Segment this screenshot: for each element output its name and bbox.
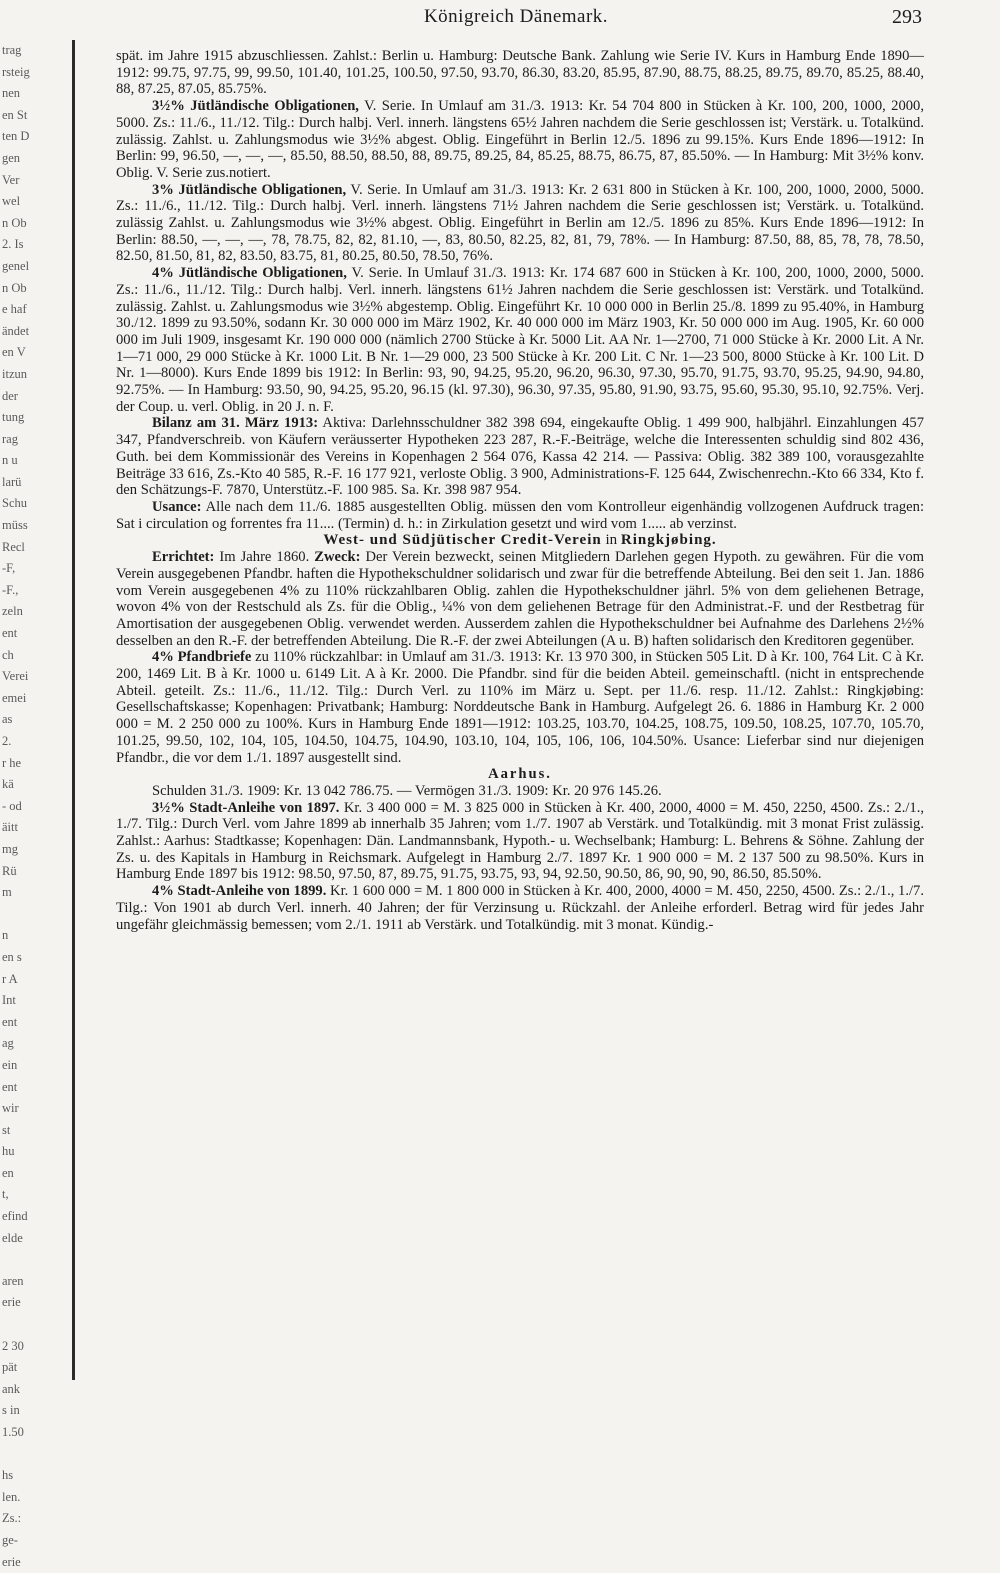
margin-fragment: as bbox=[2, 712, 13, 727]
margin-fragment: tung bbox=[2, 410, 25, 425]
margin-fragment: en bbox=[2, 1165, 14, 1180]
margin-fragment bbox=[0, 1314, 72, 1336]
margin-fragment: emei bbox=[2, 690, 27, 705]
margin-fragment: Rü bbox=[2, 863, 17, 878]
margin-fragment: -F, bbox=[2, 561, 16, 576]
entry-text: Kr. 1 600 000 = M. 1 800 000 in Stücken à Kr. 400, 2000, 4000 = M. 450, 2250, 4500. Zs.: 2./1., 1./7. Tilg.: Von 1901 ab durch Verl. innerh. 40 Jahren; der für Verzinsung u. Rückzahl. der Anleihe erforderl. Betrag wird für jedes Jahr ungefähr gleichmässig bemessen; vom 2./1. 1911 ab Verstärk. und Totalkündig. mit 3 monat. Kündig.- bbox=[116, 883, 925, 933]
margin-fragment: aren bbox=[2, 1273, 24, 1288]
running-title: Königreich Dänemark. bbox=[423, 6, 609, 27]
jutland-bond-3-5-entry bbox=[116, 98, 924, 182]
margin-fragment: larü bbox=[2, 474, 22, 489]
margin-fragment: Zs.: bbox=[2, 1511, 22, 1526]
margin-fragment: gen bbox=[2, 150, 21, 165]
margin-fragment: hs bbox=[2, 1468, 14, 1483]
aarhus-loan-1899-entry bbox=[116, 883, 924, 933]
margin-fragment: elde bbox=[2, 1230, 23, 1245]
margin-fragment: - od bbox=[2, 798, 22, 813]
entry-title: Zweck: bbox=[314, 549, 361, 566]
margin-fragment: en St bbox=[2, 107, 28, 122]
margin-fragment: n u bbox=[2, 453, 18, 468]
margin-fragment: nen bbox=[2, 86, 21, 101]
margin-fragment: 2. bbox=[2, 734, 12, 748]
margin-fragment: e haf bbox=[2, 302, 27, 317]
margin-fragment: erie bbox=[2, 1554, 21, 1569]
entry-text: V. Serie. In Umlauf am 31./3. 1913: Kr. 54 704 800 in Stücken à Kr. 100, 200, 1000, 2000, 5000. Zs.: 11./6., 11./12. Tilg.: Durch halbj. Verl. innerh. längstens 65½ Jahren nachdem die Serie geschlossen ist; Verstärk. u. Totalkünd. zulässig. Zahlst. u. Zahlungsmodus wie 3½% abgest. Oblig. Eingeführt in Berlin 12./5. 1896 zu 99.15%. Kurs Ende 1896—1912: In Berlin: 99, 96.50, —, —, —, 85.50, 88.50, 88.50, 88, 89.75, 89.25, 84, 85.25, 88.75, 86.75, 87, 85.50%. — In Hamburg: Mit 3½% konv. Oblig. V. Serie zus.notiert. bbox=[116, 98, 924, 181]
heading-in: in bbox=[605, 532, 618, 549]
entry-text: Alle nach dem 11./6. 1885 ausgestellten Oblig. müssen den vom Kontrolleur eigenhändig vollzogenen Aufdruck tragen: Sat i circulation og forrentes fra 11.... (Termin) d. h.: in Zirkulation gesetzt und wird vom 1..... ab verzinst. bbox=[116, 498, 924, 532]
margin-fragment: ag bbox=[2, 1036, 14, 1051]
margin-fragment: rsteig bbox=[2, 64, 30, 79]
entry-title: 4% Jütländische Obligationen, bbox=[152, 265, 347, 282]
entry-text: Aktiva: Darlehnsschuldner 382 398 694, eingekaufte Oblig. 1 499 900, halbjährl. Einzahlungen 457 347, Pfandverschreib. von Käufern veräusserter Hypotheken 223 287, R.-F.-Beiträge, welche die Interessenten schuldig sind 802 436, Guth. bei dem Kommissionär des Vereins in Kopenhagen 2 564 076, Kassa 42 214. — Passiva: Oblig. 382 389 100, vorausgezahlte Beiträge 33 616, Zs.-Kto 40 585, R.-F. 16 177 921, verloste Oblig. 3 900, Administrations-F. 125 644, Zwischenrechn.-Kto 66 334, Kto f. den Schätzungs-F. 7870, Unterstütz.-F. 100 985. Sa. Kr. 398 987 954. bbox=[116, 415, 924, 499]
margin-fragment: 2. Is bbox=[2, 237, 24, 252]
entry-title: 4% Stadt-Anleihe von 1899. bbox=[152, 883, 327, 900]
margin-fragment: Schu bbox=[2, 496, 27, 511]
margin-fragment: Int bbox=[2, 993, 16, 1008]
margin-fragment: genel bbox=[2, 258, 30, 273]
heading-city: Ringkjøbing. bbox=[620, 532, 717, 549]
margin-fragment: ch bbox=[2, 647, 14, 662]
margin-fragment: len. bbox=[2, 1489, 21, 1504]
margin-fragment: trag bbox=[2, 43, 22, 57]
entry-text: Im Jahre 1860. bbox=[214, 549, 315, 566]
margin-fragment: Verei bbox=[2, 669, 29, 684]
margin-fragment: erie bbox=[2, 1295, 21, 1310]
entry-title: Usance: bbox=[152, 498, 202, 515]
margin-fragment: ent bbox=[2, 626, 18, 641]
margin-fragment: en s bbox=[2, 949, 22, 964]
margin-fragment: n Ob bbox=[2, 280, 27, 295]
margin-fragment: efind bbox=[2, 1209, 28, 1224]
margin-fragment: ge- bbox=[2, 1532, 18, 1547]
margin-fragment: rag bbox=[2, 431, 18, 446]
jutland-bond-3-entry bbox=[116, 182, 924, 266]
entry-title: 3% Jütländische Obligationen, bbox=[152, 181, 347, 198]
section-heading-aarhus: Aarhus. bbox=[488, 766, 552, 783]
entry-text: Der Verein bezweckt, seinen Mitgliedern Darlehen gegen Hypoth. zu gewähren. Für die vom Verein ausgegebenen Pfandbr. haften die Hypothekschuldner solidarisch und zwar für die betreffende Abteilung. Bei den seit 1. Jan. 1886 vom Verein ausgegebenen 4% zu 110% rückzahlbaren Oblig. zahlen die Hypothekschuldner jährl. 5% von dem geliehenen Betrage, wovon 4% von der Restschuld als Zs. für die Oblig., ¼% von dem geliehenen Betrage für den Administrat.-F. und der Restbetrag für Amortisation der ausgegebenen Oblig. verwendet werden. Ausserdem zahlen die Hypothekschuldner bei Aufnahme des Darlehens 2½% desselben an den R.-F. der betreffenden Abteilung. Die R.-F. der zwei Abteilungen (A u. B) haften solidarisch den Kreditoren gegenüber. bbox=[116, 549, 924, 649]
jutland-bond-4-entry bbox=[116, 265, 924, 415]
entry-text: Kr. 3 400 000 = M. 3 825 000 in Stücken à Kr. 400, 2000, 4000 = M. 450, 2250, 4500. Zs.: 2./1., 1./7. Tilg.: Durch Verl. vom Jahre 1899 ab innerhalb 35 Jahren; vom 1./7. 1907 ab Verstärk. und Totalkündig. mit 3 monat Frist zulässig. Zahlst.: Aarhus: Stadtkasse; Kopenhagen: Dän. Landmannsbank, Hypoth.- u. Wechselbank; Hamburg: L. Behrens & Söhne. Zahlung der Zs. u. des Kapitals in Hamburg in Reichsmark. Aufgelegt in Hamburg 2./7. 1897 Kr. 1 900 000 = M. 2 137 500 zu 98.50%. Kurs in Hamburg Ende 1897 bis 1912: 98.50, 97.50, 87, 89.75, 91.75, 93.75, 93, 94, 92.50, 90.50, 86, 90, 90, 90, 86.50, 85.50%. bbox=[116, 799, 924, 883]
margin-fragment: m bbox=[2, 885, 12, 900]
page-number: 293 bbox=[892, 6, 922, 28]
margin-fragment: s in bbox=[2, 1403, 20, 1418]
entry-text: zu 110% rückzahlbar: in Umlauf am 31./3. 1913: Kr. 13 970 300, in Stücken 505 Lit. D à Kr. 100, 764 Lit. C à Kr. 200, 1469 Lit. B à Kr. 1000 u. 6149 Lit. A à Kr. 2000. Die Pfandbr. sind für die beiden Abteil. gemeinschaftl. (nicht in entsprechende Abteil. geteilt. Zs.: 11./6., 11./12. Tilg.: Durch Verl. zu 110% im März u. Sept. per 11./6. resp. 11./12. Zahlst.: Ringkjøbing: Gesellschaftskasse; Kopenhagen: Privatbank; Hamburg: Norddeutsche Bank in Hamburg. Aufgelegt 26. 6. 1886 in Hamburg Kr. 2 000 000 = M. 2 250 000 zu 100%. Kurs in Hamburg Ende 1891—1912: 103.25, 103.70, 104.25, 108.75, 109.50, 108.25, 107.70, 105.70, 101.25, 99.50, 102, 104, 105, 104.50, 104.75, 104.90, 103.10, 104, 105, 106, 106, 104.50%. Usance: Lieferbar sind nur diejenigen Pfandbr., die vor dem 1./1. 1897 ausgestellt sind. bbox=[116, 649, 924, 766]
entry-title: 3½% Jütländische Obligationen, bbox=[152, 98, 359, 115]
entry-title: Errichtet: bbox=[152, 549, 215, 566]
entry-title: 3½% Stadt-Anleihe von 1897. bbox=[152, 799, 340, 816]
margin-fragment: ten D bbox=[2, 129, 30, 144]
margin-fragment: n bbox=[2, 928, 9, 943]
margin-fragment: r A bbox=[2, 971, 18, 986]
west-pfandbriefe-entry bbox=[116, 649, 924, 766]
margin-fragment: itzun bbox=[2, 366, 27, 381]
margin-fragment: ent bbox=[2, 1079, 18, 1094]
west-intro-entry bbox=[116, 549, 924, 649]
margin-fragment: müss bbox=[2, 518, 28, 533]
margin-fragment: -F., bbox=[2, 582, 19, 597]
margin-fragment: wel bbox=[2, 194, 21, 209]
margin-fragment: hu bbox=[2, 1144, 15, 1159]
usance-entry bbox=[116, 499, 924, 532]
margin-fragment: mg bbox=[2, 841, 18, 856]
margin-fragment: äitt bbox=[2, 820, 18, 835]
aarhus-loan-1897-entry bbox=[116, 800, 924, 884]
margin-fragment: Recl bbox=[2, 539, 25, 554]
margin-fragment: t, bbox=[2, 1187, 9, 1202]
aarhus-debt-line: Schulden 31./3. 1909: Kr. 13 042 786.75. — Vermögen 31./3. 1909: Kr. 20 976 145.26. bbox=[152, 782, 662, 799]
margin-fragment bbox=[0, 1249, 72, 1271]
margin-fragment: st bbox=[2, 1122, 11, 1137]
margin-fragment: ändet bbox=[2, 323, 30, 338]
margin-fragment: ent bbox=[2, 1014, 18, 1029]
balance-sheet-entry bbox=[116, 415, 924, 499]
section-heading-west-credit-verein bbox=[116, 532, 924, 549]
margin-fragment bbox=[0, 1444, 72, 1466]
page-header bbox=[110, 6, 922, 32]
margin-fragment: r he bbox=[2, 755, 22, 770]
margin-fragment: wir bbox=[2, 1101, 19, 1116]
margin-fragment: der bbox=[2, 388, 18, 403]
entry-title: 4% Pfandbriefe bbox=[152, 649, 252, 666]
entry-text: V. Serie. In Umlauf am 31./3. 1913: Kr. 2 631 800 in Stücken à Kr. 100, 200, 1000, 2000, 5000. Zs.: 11./6., 11./12. Tilg.: Durch halbj. Verl. innerh. längstens 71½ Jahren nachdem die Serie geschlossen ist; Verstärk. u. Totalkünd. zulässig Zahlst. u. Zahlungsmodus wie 3½% abgest. Oblig. Eingeführt in Berlin am 12./5. 1896 zu 85%. Kurs Ende 1896—1912: In Berlin: 88.50, —, —, —, 78, 78.75, 82, 82, 81.10, —, 83, 80.50, 82.25, 82, 81, 79, 78%. — In Hamburg: 87.50, 88, 85, 78, 78, 78.50, 82.50, 81.50, 81, 82, 83.50, 83.75, 81, 80.25, 80.50, 78.50, 76%. bbox=[116, 181, 924, 265]
margin-fragment bbox=[0, 904, 72, 926]
entry-text: V. Serie. In Umlauf 31./3. 1913: Kr. 174 687 600 in Stücken à Kr. 100, 200, 1000, 2000, 5000. Zs.: 11./6., 11./12. Tilg.: Durch halbj. Verl. innerh. längstens 61½ Jahren nachdem die Serie geschlossen ist: Verstärk. und Totalkünd. zulässig. Zahlst. u. Zahlungsmodus wie 3½% abgestemp. Oblig. Eingeführt Kr. 10 000 000 in Berlin 25./8. 1899 zu 95.40%, in Hamburg 30./12. 1899 zu 93.50%, sodann Kr. 30 000 000 im März 1902, Kr. 40 000 000 im März 1903, Kr. 50 000 000 im Aug. 1905, Kr. 60 000 000 im Juli 1909, insgesamt Kr. 190 000 000 (nämlich 2700 Stücke à Kr. 5000 Lit. AA Nr. 1—2700, 71 000 Stücke à Kr. 2000 Lit. A Nr. 1—71 000, 29 000 Stücke à Kr. 1000 Lit. B Nr. 1—29 000, 23 500 Stücke à Kr. 200 Lit. C Nr. 1—23 500, 8000 Stücke à Kr. 100 Lit. D Nr. 1—8000). Kurs Ende 1899 bis 1912: In Berlin: 93, 90, 94.25, 95.20, 96.20, 96.30, 97.30, 95.70, 91.75, 93.70, 95.25, 94.90, 94.80, 92.75%. — In Hamburg: 93.50, 90, 94.25, 95.20, 96.15 (kl. 97.30), 96.30, 97.35, 95.80, 91.90, 93.75, 95.60, 95.30, 95.10, 92.75%. Verj. der Coup. u. verl. Oblig. in 20 J. n. F. bbox=[116, 265, 924, 415]
margin-fragment: 2 30 bbox=[2, 1338, 24, 1353]
margin-fragment: n Ob bbox=[2, 215, 27, 230]
page-body bbox=[116, 48, 924, 933]
margin-fragment: en V bbox=[2, 345, 26, 360]
margin-fragment: Ver bbox=[2, 172, 20, 187]
margin-fragment: zeln bbox=[2, 604, 23, 619]
margin-fragment: 1.50 bbox=[2, 1425, 24, 1439]
margin-fragment: kä bbox=[2, 777, 14, 792]
entry-title: Bilanz am 31. März 1913: bbox=[152, 415, 319, 432]
margin-fragment: ank bbox=[2, 1381, 21, 1396]
margin-fragment: pät bbox=[2, 1360, 18, 1375]
continuation-paragraph: spät. im Jahre 1915 abzuschliessen. Zahlst.: Berlin u. Hamburg: Deutsche Bank. Zahlung wie Serie IV. Kurs in Hamburg Ende 1890—1912: 99.75, 97.75, 99, 99.50, 101.40, 101.25, 100.50, 97.50, 93.70, 86.30, 83.20, 85.95, 87.90, 88.75, 88.25, 89.75, 89.70, 85.25, 88.40, 88, 87.25, 87.05, 85.75%. bbox=[116, 48, 924, 98]
heading-name: West- und Südjütischer Credit-Verein bbox=[323, 532, 602, 549]
margin-fragment: ein bbox=[2, 1057, 18, 1072]
previous-page-margin bbox=[0, 40, 75, 1569]
